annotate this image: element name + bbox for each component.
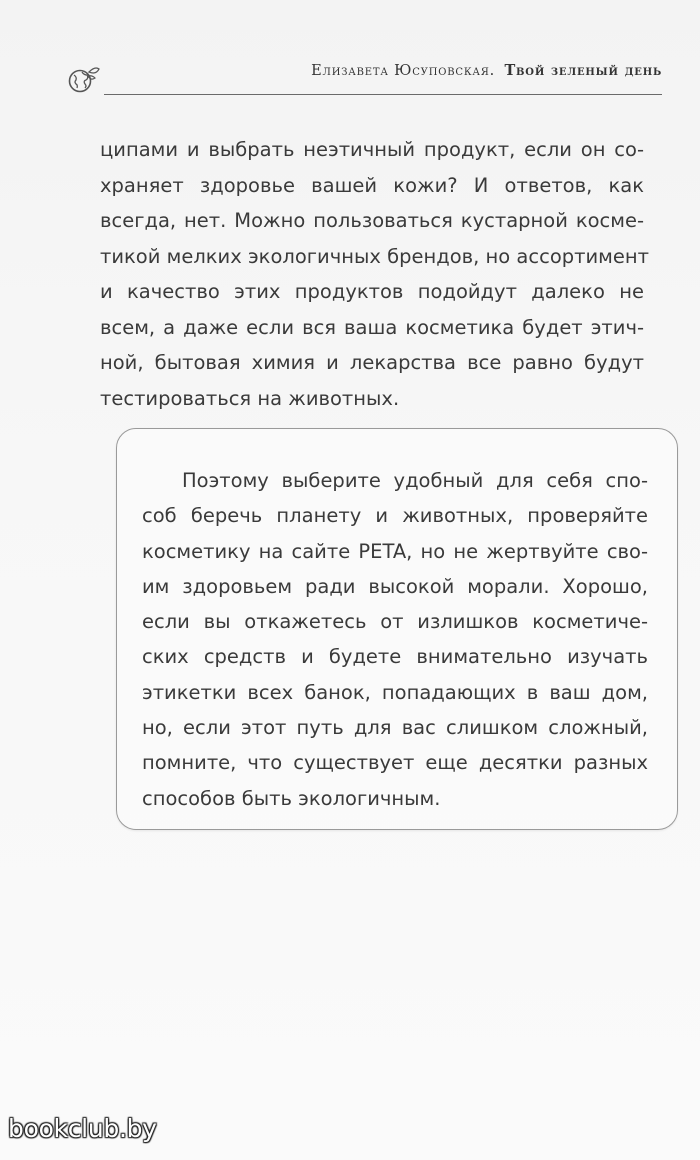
author-name: Елизавета Юсуповская xyxy=(311,63,490,79)
text-line: всем, а даже если вся ваша косметика будет этич- xyxy=(100,315,644,339)
header-separator: . xyxy=(489,63,496,79)
text-line: всегда, нет. Можно пользоваться кустарной косме- xyxy=(100,209,644,232)
callout-line: ских средств и будете внимательно изучать xyxy=(142,645,648,669)
callout-line: Поэтому выберите удобный для себя спо- xyxy=(182,469,648,492)
text-line: тестироваться на животных. xyxy=(100,386,400,410)
text-line: ной, бытовая химия и лекарства все равно будут xyxy=(100,351,644,374)
callout-line: косметику на сайте PETA, но не жертвуйте сво- xyxy=(142,539,648,563)
body-paragraph xyxy=(100,132,649,416)
running-header xyxy=(60,50,690,106)
text-line: тикой мелких экологичных брендов, но ассортимент xyxy=(100,244,649,268)
globe-leaf-icon xyxy=(66,64,100,96)
running-head-text xyxy=(311,62,662,79)
site-watermark: bookclub.by xyxy=(8,1114,157,1143)
text-line: храняет здоровье вашей кожи? И ответов, как xyxy=(100,173,644,197)
book-title: Твой зеленый день xyxy=(504,62,662,79)
text-line: ципами и выбрать неэтичный продукт, если он со- xyxy=(100,138,644,161)
text-line: и качество этих продуктов подойдут далеко не xyxy=(100,280,644,303)
callout-line: помните, что существует еще десятки разных xyxy=(142,751,648,775)
callout-line: но, если этот путь для вас слишком сложный, xyxy=(142,716,648,740)
callout-line: соб беречь планету и животных, проверяйте xyxy=(142,504,648,528)
callout-line: им здоровьем ради высокой морали. Хорошо, xyxy=(142,574,648,598)
callout-line: если вы откажетесь от излишков косметиче- xyxy=(142,610,648,634)
callout-line: способов быть экологичным. xyxy=(142,786,441,810)
callout-line: этикетки всех банок, попадающих в ваш дом, xyxy=(142,680,648,704)
header-divider xyxy=(104,94,662,95)
callout-paragraph xyxy=(142,463,648,816)
